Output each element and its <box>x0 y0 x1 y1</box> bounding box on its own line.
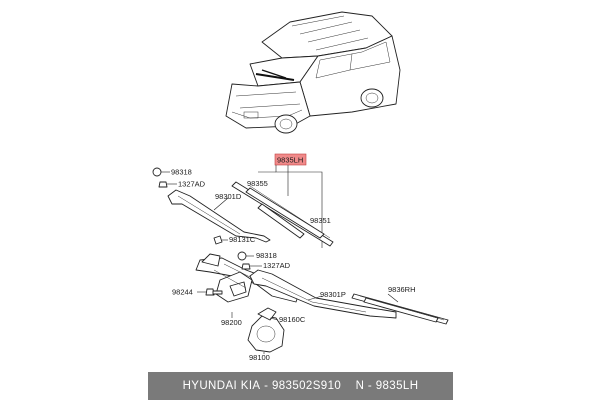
footer-brand2: KIA <box>240 380 261 392</box>
callout-1327AD-top: 1327AD <box>178 179 206 189</box>
callout-98318-top: 98318 <box>171 167 192 177</box>
wiper-blade-rh <box>352 285 448 324</box>
wiper-motor <box>221 308 306 362</box>
callout-98200: 98200 <box>221 318 242 327</box>
footer-brand: HYUNDAI <box>182 380 238 392</box>
footer-part-number: 983502S910 <box>271 380 342 392</box>
callout-98160C: 98160C <box>279 315 306 324</box>
callout-98318-mid: 98318 <box>256 251 277 260</box>
fastener-group-mid <box>238 251 291 270</box>
footer-part-name: 9835LH <box>375 380 419 392</box>
car-illustration <box>226 12 400 133</box>
callout-98244: 98244 <box>172 287 193 297</box>
part-info-footer <box>148 372 453 400</box>
bolt-98244 <box>172 288 222 297</box>
callout-9835LH: 9835LH <box>277 155 304 165</box>
callout-98351: 98351 <box>310 216 331 225</box>
callout-98100: 98100 <box>249 353 270 362</box>
footer-separator-2: N - <box>355 380 373 392</box>
callout-98131C: 98131C <box>229 235 256 244</box>
callout-98355: 98355 <box>247 179 268 188</box>
callout-9836RH: 9836RH <box>388 285 416 294</box>
callout-1327AD-mid: 1327AD <box>263 261 291 270</box>
callout-98301D: 98301D <box>215 192 242 201</box>
callout-98301P: 98301P <box>320 290 346 299</box>
footer-separator: - <box>264 380 269 392</box>
fastener-group-top <box>153 168 206 189</box>
